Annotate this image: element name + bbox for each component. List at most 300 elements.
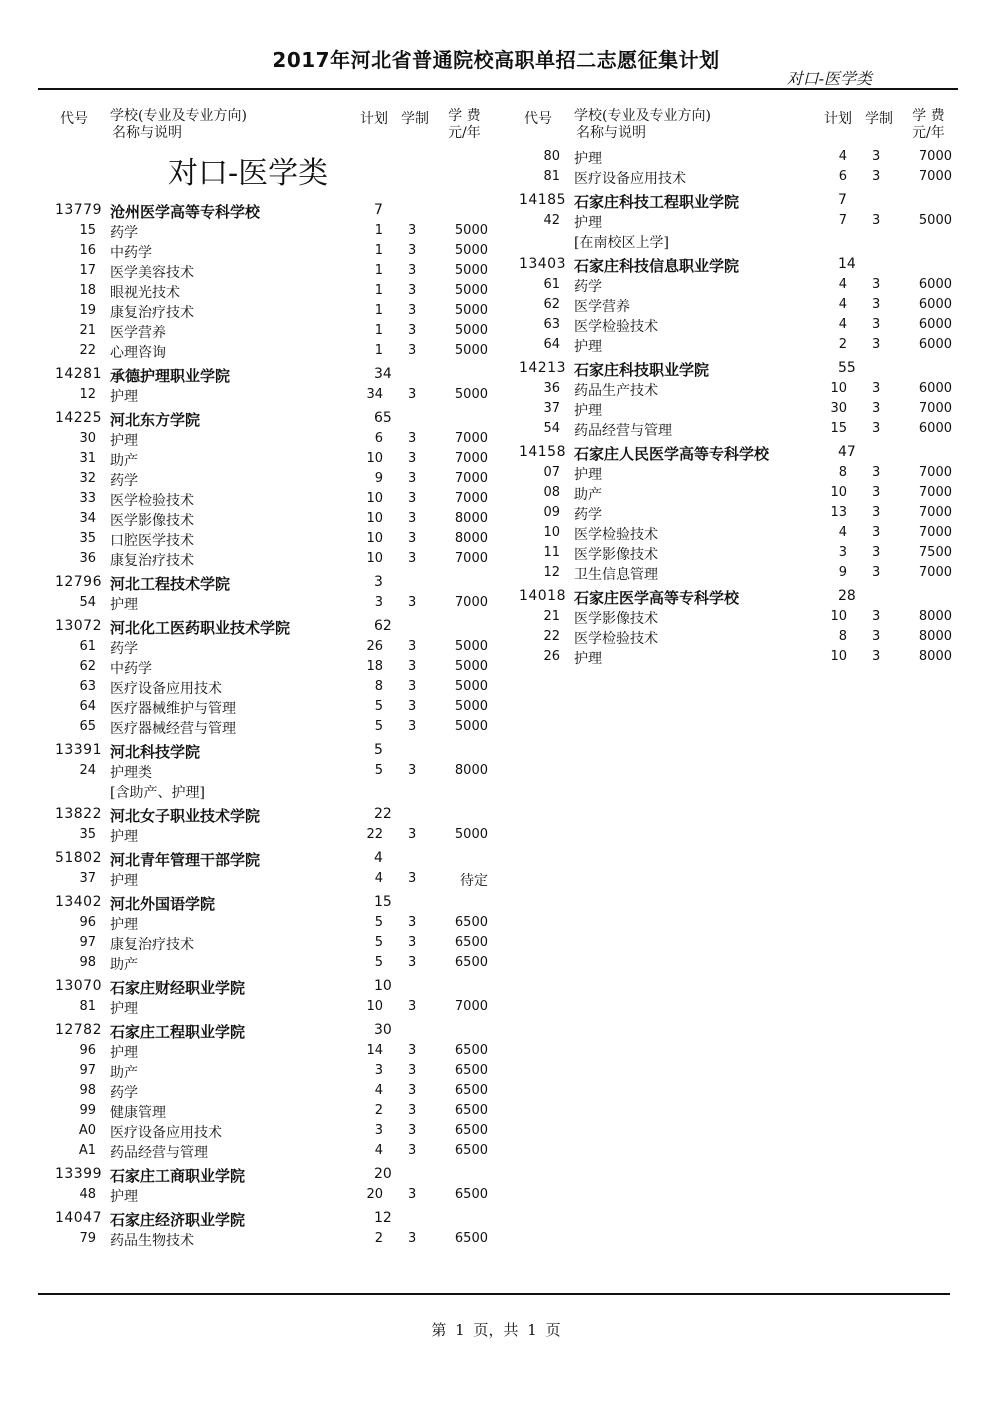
major-row bbox=[502, 336, 952, 356]
school-row bbox=[38, 200, 488, 222]
major-code: 12 bbox=[79, 387, 96, 402]
major-fee: 6500 bbox=[454, 1123, 488, 1138]
major-name: 医疗设备应用技术 bbox=[110, 681, 222, 697]
major-fee: 6000 bbox=[918, 381, 952, 396]
school-plan: 22 bbox=[374, 806, 392, 822]
major-code: 21 bbox=[543, 609, 560, 624]
major-row bbox=[38, 658, 488, 678]
major-code: 37 bbox=[543, 401, 560, 416]
major-code: 26 bbox=[543, 649, 560, 664]
major-years: 3 bbox=[872, 149, 881, 164]
major-plan: 4 bbox=[838, 317, 847, 332]
major-plan: 3 bbox=[374, 1123, 383, 1138]
major-code: 37 bbox=[79, 871, 96, 886]
header-fee-line2: 元/年 bbox=[448, 125, 481, 141]
header-plan: 计划 bbox=[824, 111, 852, 127]
school-row bbox=[38, 740, 488, 762]
school-plan: 55 bbox=[838, 360, 856, 376]
major-name: 护理 bbox=[574, 403, 602, 419]
major-fee: 5000 bbox=[454, 323, 488, 338]
major-fee: 8000 bbox=[918, 629, 952, 644]
major-row bbox=[502, 608, 952, 628]
major-name: 中药学 bbox=[110, 661, 152, 677]
major-fee: 6500 bbox=[454, 1103, 488, 1118]
major-plan: 7 bbox=[838, 213, 847, 228]
major-name: 护理 bbox=[574, 651, 602, 667]
header-fee bbox=[448, 108, 481, 142]
school-row bbox=[502, 586, 952, 608]
major-code: 98 bbox=[79, 955, 96, 970]
school-name: 石家庄医学高等专科学校 bbox=[574, 589, 740, 607]
school-row bbox=[502, 190, 952, 212]
major-plan: 3 bbox=[374, 1063, 383, 1078]
school-plan: 30 bbox=[374, 1022, 392, 1038]
major-row bbox=[502, 276, 952, 296]
major-name: 健康管理 bbox=[110, 1105, 166, 1121]
major-row bbox=[38, 242, 488, 262]
major-years: 3 bbox=[408, 511, 417, 526]
major-years: 3 bbox=[872, 649, 881, 664]
category-tag: 对口-医学类 bbox=[786, 69, 872, 88]
left-rows bbox=[38, 200, 488, 1250]
major-plan: 4 bbox=[374, 1083, 383, 1098]
major-row bbox=[502, 504, 952, 524]
header-years: 学制 bbox=[865, 111, 893, 127]
major-plan: 1 bbox=[374, 243, 383, 258]
major-plan: 9 bbox=[374, 471, 383, 486]
major-fee: 5000 bbox=[454, 223, 488, 238]
major-code: 19 bbox=[79, 303, 96, 318]
major-plan: 14 bbox=[366, 1043, 383, 1058]
major-plan: 2 bbox=[374, 1231, 383, 1246]
major-fee: 6500 bbox=[454, 1043, 488, 1058]
major-row bbox=[38, 490, 488, 510]
school-name: 河北科技学院 bbox=[110, 743, 201, 761]
major-years: 3 bbox=[872, 169, 881, 184]
major-plan: 2 bbox=[374, 1103, 383, 1118]
major-row bbox=[38, 998, 488, 1018]
major-name: 药品经营与管理 bbox=[574, 423, 672, 439]
major-fee: 5000 bbox=[454, 719, 488, 734]
major-plan: 5 bbox=[374, 935, 383, 950]
school-name: 承德护理职业学院 bbox=[110, 367, 231, 385]
header-years: 学制 bbox=[401, 111, 429, 127]
major-code: 54 bbox=[79, 595, 96, 610]
school-name: 石家庄人民医学高等专科学校 bbox=[574, 445, 770, 463]
major-plan: 8 bbox=[374, 679, 383, 694]
major-code: 12 bbox=[543, 565, 560, 580]
major-plan: 4 bbox=[838, 297, 847, 312]
major-years: 3 bbox=[872, 213, 881, 228]
major-plan: 1 bbox=[374, 343, 383, 358]
major-name: 药品生产技术 bbox=[574, 383, 658, 399]
major-plan: 1 bbox=[374, 323, 383, 338]
major-name: 护理 bbox=[574, 151, 602, 167]
major-code: 80 bbox=[543, 149, 560, 164]
major-row bbox=[38, 1082, 488, 1102]
major-fee: 7000 bbox=[918, 401, 952, 416]
major-plan: 1 bbox=[374, 283, 383, 298]
major-years: 3 bbox=[408, 659, 417, 674]
header-fee-line2: 元/年 bbox=[912, 125, 945, 141]
major-years: 3 bbox=[408, 915, 417, 930]
major-name: 康复治疗技术 bbox=[110, 553, 194, 569]
major-code: 22 bbox=[543, 629, 560, 644]
major-name: 医学营养 bbox=[574, 299, 630, 315]
major-plan: 1 bbox=[374, 303, 383, 318]
school-code: 51802 bbox=[54, 850, 102, 866]
major-years: 3 bbox=[408, 719, 417, 734]
major-fee: 7000 bbox=[918, 149, 952, 164]
major-years: 3 bbox=[408, 935, 417, 950]
page-footer: 第 1 页，共 1 页 bbox=[431, 1321, 561, 1339]
major-years: 3 bbox=[408, 1187, 417, 1202]
major-row bbox=[38, 322, 488, 342]
major-row bbox=[38, 718, 488, 738]
major-years: 3 bbox=[872, 381, 881, 396]
major-code: 48 bbox=[79, 1187, 96, 1202]
major-name: 医疗器械经营与管理 bbox=[110, 721, 236, 737]
major-code: 11 bbox=[543, 545, 560, 560]
major-plan: 10 bbox=[830, 609, 847, 624]
major-name: 卫生信息管理 bbox=[574, 567, 658, 583]
major-row bbox=[502, 316, 952, 336]
major-plan: 30 bbox=[830, 401, 847, 416]
major-years: 3 bbox=[408, 595, 417, 610]
school-name: 河北东方学院 bbox=[110, 411, 201, 429]
major-code: 34 bbox=[79, 511, 96, 526]
major-name: 护理 bbox=[574, 339, 602, 355]
major-row bbox=[38, 386, 488, 406]
major-years: 3 bbox=[408, 451, 417, 466]
major-years: 3 bbox=[408, 679, 417, 694]
major-row bbox=[502, 296, 952, 316]
major-plan: 1 bbox=[374, 223, 383, 238]
major-name: 护理类 bbox=[110, 765, 152, 781]
major-name: 药品生物技术 bbox=[110, 1233, 194, 1249]
school-row bbox=[502, 442, 952, 464]
major-fee: 7000 bbox=[454, 551, 488, 566]
major-plan: 6 bbox=[374, 431, 383, 446]
major-code: 31 bbox=[79, 451, 96, 466]
school-name: 河北外国语学院 bbox=[110, 895, 216, 913]
major-code: 22 bbox=[79, 343, 96, 358]
major-years: 3 bbox=[872, 565, 881, 580]
major-fee: 6500 bbox=[454, 1083, 488, 1098]
major-code: 61 bbox=[543, 277, 560, 292]
major-fee: 6500 bbox=[454, 1187, 488, 1202]
major-row bbox=[38, 914, 488, 934]
major-years: 3 bbox=[872, 525, 881, 540]
major-fee: 8000 bbox=[454, 763, 488, 778]
header-name-line1: 学校(专业及专业方向) bbox=[110, 108, 247, 124]
major-row bbox=[502, 544, 952, 564]
school-code: 13402 bbox=[54, 894, 102, 910]
header-code: 代号 bbox=[60, 111, 88, 127]
section-heading: 对口-医学类 bbox=[168, 156, 329, 191]
major-years: 3 bbox=[408, 323, 417, 338]
major-row bbox=[38, 1230, 488, 1250]
major-plan: 13 bbox=[830, 505, 847, 520]
major-code: 98 bbox=[79, 1083, 96, 1098]
school-plan: 47 bbox=[838, 444, 856, 460]
header-name-line2: 名称与说明 bbox=[112, 125, 182, 141]
school-code: 13391 bbox=[54, 742, 102, 758]
major-name: 护理 bbox=[110, 597, 138, 613]
major-fee: 8000 bbox=[454, 531, 488, 546]
major-code: 16 bbox=[79, 243, 96, 258]
school-name: 河北女子职业技术学院 bbox=[110, 807, 261, 825]
major-row bbox=[38, 870, 488, 890]
major-years: 3 bbox=[872, 421, 881, 436]
school-row bbox=[38, 408, 488, 430]
school-row bbox=[502, 254, 952, 276]
major-fee: 5000 bbox=[454, 343, 488, 358]
major-name: 助产 bbox=[110, 1065, 138, 1081]
school-name: 河北化工医药职业技术学院 bbox=[110, 619, 291, 637]
major-plan: 6 bbox=[838, 169, 847, 184]
major-code: 15 bbox=[79, 223, 96, 238]
major-plan: 26 bbox=[366, 639, 383, 654]
school-row bbox=[38, 892, 488, 914]
school-plan: 20 bbox=[374, 1166, 392, 1182]
major-years: 3 bbox=[408, 699, 417, 714]
school-name: 河北青年管理干部学院 bbox=[110, 851, 261, 869]
major-plan: 4 bbox=[374, 871, 383, 886]
major-years: 3 bbox=[872, 505, 881, 520]
major-row bbox=[502, 628, 952, 648]
school-code: 14018 bbox=[518, 588, 566, 604]
table-header-left bbox=[38, 108, 488, 148]
school-row bbox=[38, 616, 488, 638]
major-row bbox=[502, 380, 952, 400]
major-code: 09 bbox=[543, 505, 560, 520]
major-row bbox=[502, 484, 952, 504]
major-years: 3 bbox=[408, 1103, 417, 1118]
bottom-rule bbox=[38, 1293, 950, 1295]
major-name: 药学 bbox=[574, 507, 602, 523]
header-plan: 计划 bbox=[360, 111, 388, 127]
note-row bbox=[38, 782, 488, 802]
school-code: 14281 bbox=[54, 366, 102, 382]
header-code: 代号 bbox=[524, 111, 552, 127]
major-row bbox=[38, 698, 488, 718]
major-years: 3 bbox=[408, 1143, 417, 1158]
header-fee-line1: 学 费 bbox=[912, 108, 945, 124]
major-years: 3 bbox=[408, 491, 417, 506]
major-plan: 4 bbox=[838, 525, 847, 540]
major-code: 30 bbox=[79, 431, 96, 446]
major-fee: 7000 bbox=[454, 471, 488, 486]
major-plan: 10 bbox=[366, 451, 383, 466]
school-code: 13403 bbox=[518, 256, 566, 272]
major-code: 33 bbox=[79, 491, 96, 506]
major-code: 63 bbox=[543, 317, 560, 332]
major-plan: 10 bbox=[830, 381, 847, 396]
major-name: 医学检验技术 bbox=[574, 319, 658, 335]
major-row bbox=[38, 302, 488, 322]
major-years: 3 bbox=[872, 629, 881, 644]
major-plan: 9 bbox=[838, 565, 847, 580]
school-code: 13779 bbox=[54, 202, 102, 218]
school-plan: 34 bbox=[374, 366, 392, 382]
school-plan: 7 bbox=[838, 192, 847, 208]
major-name: 护理 bbox=[110, 917, 138, 933]
major-years: 3 bbox=[408, 303, 417, 318]
header-name-line2: 名称与说明 bbox=[576, 125, 646, 141]
major-name: 助产 bbox=[574, 487, 602, 503]
major-code: 62 bbox=[543, 297, 560, 312]
major-name: 助产 bbox=[110, 453, 138, 469]
major-name: 口腔医学技术 bbox=[110, 533, 194, 549]
major-code: 18 bbox=[79, 283, 96, 298]
major-fee: 5000 bbox=[454, 303, 488, 318]
major-name: 护理 bbox=[110, 433, 138, 449]
major-years: 3 bbox=[872, 465, 881, 480]
major-plan: 4 bbox=[374, 1143, 383, 1158]
major-plan: 3 bbox=[838, 545, 847, 560]
major-code: 42 bbox=[543, 213, 560, 228]
major-fee: 6500 bbox=[454, 935, 488, 950]
major-years: 3 bbox=[408, 531, 417, 546]
right-column bbox=[502, 108, 952, 668]
school-code: 13399 bbox=[54, 1166, 102, 1182]
major-name: 助产 bbox=[110, 957, 138, 973]
school-row bbox=[38, 976, 488, 998]
major-years: 3 bbox=[872, 401, 881, 416]
major-plan: 3 bbox=[374, 595, 383, 610]
major-plan: 1 bbox=[374, 263, 383, 278]
major-code: 65 bbox=[79, 719, 96, 734]
school-row bbox=[38, 804, 488, 826]
major-fee: 7000 bbox=[918, 465, 952, 480]
major-row bbox=[38, 282, 488, 302]
major-name: 药学 bbox=[110, 225, 138, 241]
major-code: 96 bbox=[79, 915, 96, 930]
major-years: 3 bbox=[408, 343, 417, 358]
major-code: 36 bbox=[543, 381, 560, 396]
major-row bbox=[38, 1042, 488, 1062]
school-plan: 15 bbox=[374, 894, 392, 910]
major-row bbox=[38, 430, 488, 450]
major-years: 3 bbox=[408, 263, 417, 278]
major-fee: 7000 bbox=[454, 999, 488, 1014]
major-years: 3 bbox=[872, 297, 881, 312]
major-name: 药品经营与管理 bbox=[110, 1145, 208, 1161]
major-years: 3 bbox=[408, 431, 417, 446]
major-name: 护理 bbox=[574, 467, 602, 483]
major-years: 3 bbox=[408, 1123, 417, 1138]
major-name: 护理 bbox=[110, 389, 138, 405]
header-name bbox=[574, 108, 711, 142]
major-note: [在南校区上学] bbox=[574, 235, 669, 251]
major-years: 3 bbox=[408, 955, 417, 970]
major-row bbox=[38, 594, 488, 614]
school-name: 石家庄科技工程职业学院 bbox=[574, 193, 740, 211]
major-code: 35 bbox=[79, 827, 96, 842]
school-name: 河北工程技术学院 bbox=[110, 575, 231, 593]
document-title: 2017年河北省普通院校高职单招二志愿征集计划 bbox=[272, 48, 720, 72]
major-plan: 10 bbox=[366, 551, 383, 566]
major-row bbox=[38, 450, 488, 470]
major-plan: 4 bbox=[838, 277, 847, 292]
major-row bbox=[38, 530, 488, 550]
school-name: 石家庄科技信息职业学院 bbox=[574, 257, 740, 275]
major-fee: 7000 bbox=[918, 525, 952, 540]
major-fee: 7000 bbox=[454, 595, 488, 610]
school-plan: 4 bbox=[374, 850, 383, 866]
major-fee: 7000 bbox=[918, 169, 952, 184]
major-row bbox=[502, 648, 952, 668]
major-code: 36 bbox=[79, 551, 96, 566]
major-plan: 8 bbox=[838, 629, 847, 644]
major-row bbox=[502, 464, 952, 484]
major-row bbox=[502, 212, 952, 232]
major-fee: 5000 bbox=[918, 213, 952, 228]
major-years: 3 bbox=[408, 243, 417, 258]
major-years: 3 bbox=[872, 337, 881, 352]
major-row bbox=[502, 564, 952, 584]
major-fee: 5000 bbox=[454, 387, 488, 402]
right-rows bbox=[502, 148, 952, 668]
major-fee: 7000 bbox=[918, 565, 952, 580]
school-name: 石家庄财经职业学院 bbox=[110, 979, 246, 997]
major-code: 10 bbox=[543, 525, 560, 540]
major-years: 3 bbox=[408, 827, 417, 842]
major-name: 药学 bbox=[110, 641, 138, 657]
major-code: 96 bbox=[79, 1043, 96, 1058]
major-years: 3 bbox=[872, 545, 881, 560]
major-name: 药学 bbox=[110, 1085, 138, 1101]
school-name: 石家庄工商职业学院 bbox=[110, 1167, 246, 1185]
school-plan: 7 bbox=[374, 202, 383, 218]
major-name: 眼视光技术 bbox=[110, 285, 180, 301]
school-code: 13822 bbox=[54, 806, 102, 822]
major-fee: 6000 bbox=[918, 317, 952, 332]
major-note: [含助产、护理] bbox=[110, 785, 205, 801]
school-row bbox=[38, 1164, 488, 1186]
major-name: 药学 bbox=[110, 473, 138, 489]
major-fee: 待定 bbox=[460, 873, 488, 889]
major-row bbox=[38, 550, 488, 570]
header-name bbox=[110, 108, 247, 142]
school-plan: 28 bbox=[838, 588, 856, 604]
major-years: 3 bbox=[408, 1043, 417, 1058]
major-row bbox=[38, 826, 488, 846]
major-fee: 5000 bbox=[454, 659, 488, 674]
major-plan: 5 bbox=[374, 955, 383, 970]
top-rule bbox=[38, 88, 958, 90]
major-name: 医学检验技术 bbox=[574, 527, 658, 543]
school-code: 13070 bbox=[54, 978, 102, 994]
major-plan: 4 bbox=[838, 149, 847, 164]
major-fee: 5000 bbox=[454, 679, 488, 694]
major-fee: 7000 bbox=[918, 505, 952, 520]
major-years: 3 bbox=[408, 1231, 417, 1246]
major-code: 61 bbox=[79, 639, 96, 654]
major-plan: 10 bbox=[366, 511, 383, 526]
major-fee: 6500 bbox=[454, 1231, 488, 1246]
major-name: 医学检验技术 bbox=[110, 493, 194, 509]
major-years: 3 bbox=[872, 609, 881, 624]
header-fee-line1: 学 费 bbox=[448, 108, 481, 124]
major-name: 康复治疗技术 bbox=[110, 937, 194, 953]
school-name: 沧州医学高等专科学校 bbox=[110, 203, 261, 221]
major-code: 79 bbox=[79, 1231, 96, 1246]
school-row bbox=[38, 364, 488, 386]
school-row bbox=[502, 358, 952, 380]
major-name: 医学检验技术 bbox=[574, 631, 658, 647]
